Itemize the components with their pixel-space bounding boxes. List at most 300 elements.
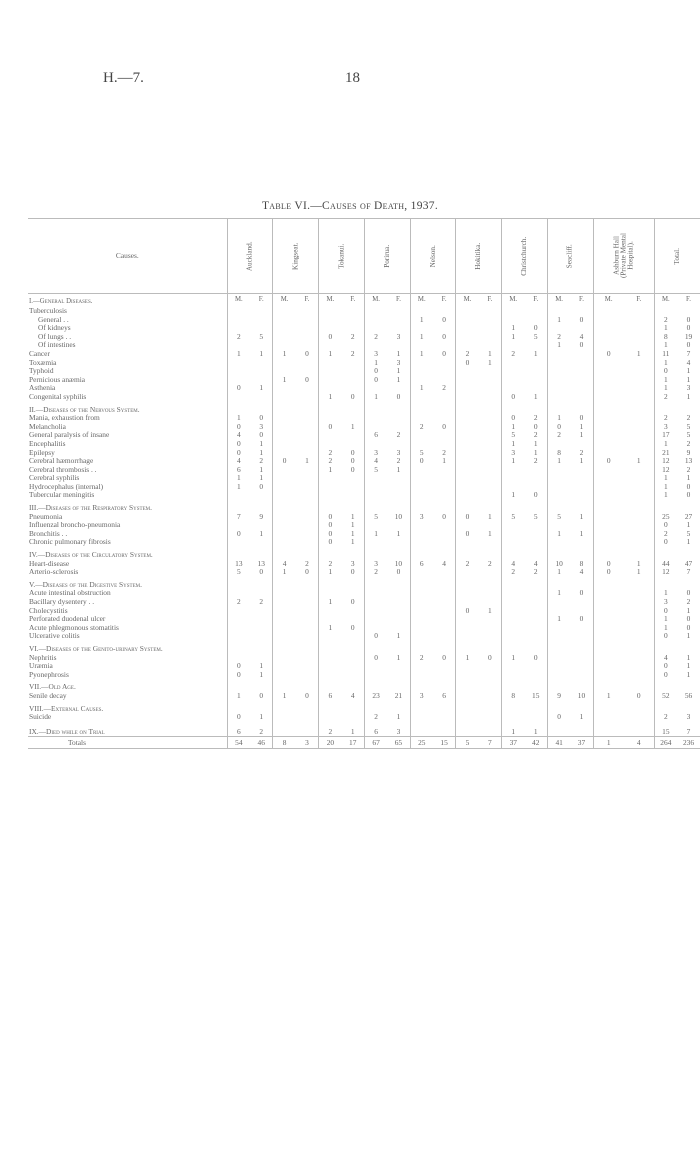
- value-cell: 0: [350, 392, 355, 401]
- table-row: [28, 662, 700, 671]
- value-cell: 2: [686, 465, 691, 474]
- value-cell: 5: [686, 529, 691, 538]
- value-cell: 0: [654, 662, 677, 671]
- value-cell: [593, 474, 624, 483]
- value-cell: [364, 491, 387, 500]
- value-cell: 6: [410, 560, 433, 569]
- value-cell: 1: [227, 692, 250, 701]
- value-cell: 0: [410, 457, 433, 466]
- value-cell: 2: [456, 560, 479, 569]
- value-cell: [387, 307, 410, 316]
- sex-label: F.: [533, 296, 539, 304]
- value-cell: [479, 440, 502, 449]
- value-cell: [410, 393, 433, 402]
- value-cell: 0: [305, 375, 309, 384]
- value-cell: [364, 316, 387, 325]
- value-cell: [479, 384, 502, 393]
- died-on-trial-row: [28, 722, 700, 737]
- value-cell: 3: [396, 332, 401, 341]
- value-cell: 1: [305, 457, 309, 466]
- value-cell: 0: [227, 530, 250, 539]
- value-cell: [387, 491, 410, 500]
- value-cell: [570, 393, 593, 402]
- table-row: [28, 491, 700, 500]
- value-cell: 0: [319, 530, 342, 539]
- value-cell: [410, 568, 433, 577]
- value-cell: 1: [227, 483, 250, 492]
- value-cell: [624, 671, 655, 680]
- value-cell: [410, 359, 433, 368]
- value-cell: [570, 598, 593, 607]
- value-cell: [525, 521, 548, 530]
- value-cell: [593, 662, 624, 671]
- value-cell: [387, 341, 410, 350]
- value-cell: [250, 324, 273, 333]
- value-cell: 11: [654, 350, 677, 359]
- value-cell: 54: [227, 737, 250, 749]
- value-cell: [250, 615, 273, 624]
- value-cell: 2: [364, 713, 387, 722]
- value-cell: [296, 521, 319, 530]
- value-cell: 2: [654, 414, 677, 423]
- value-cell: 1: [364, 359, 387, 368]
- value-cell: [342, 713, 365, 722]
- value-cell: [624, 538, 655, 547]
- value-cell: 1: [488, 349, 492, 358]
- value-cell: 2: [442, 384, 446, 393]
- value-cell: [479, 632, 502, 641]
- value-cell: 0: [593, 457, 624, 466]
- value-cell: 0: [350, 623, 355, 632]
- value-cell: [433, 393, 456, 402]
- sex-label: F.: [636, 296, 642, 304]
- value-cell: [456, 376, 479, 385]
- table-row: [28, 414, 700, 423]
- value-cell: 0: [654, 367, 677, 376]
- value-cell: 2: [305, 559, 309, 568]
- value-cell: 1: [547, 316, 570, 325]
- value-cell: [364, 324, 387, 333]
- table-row: [28, 568, 700, 577]
- value-cell: [342, 376, 365, 385]
- value-cell: 0: [227, 440, 250, 449]
- value-cell: [273, 333, 296, 342]
- value-cell: [502, 367, 525, 376]
- value-cell: 6: [319, 692, 342, 701]
- value-cell: 6: [442, 691, 446, 700]
- value-cell: 3: [259, 422, 264, 431]
- value-cell: 10: [394, 559, 403, 568]
- column-header-1: Kingseat.: [273, 219, 319, 294]
- value-cell: 1: [227, 474, 250, 483]
- value-cell: 1: [636, 568, 641, 577]
- value-cell: [479, 568, 502, 577]
- value-cell: 8: [273, 737, 296, 749]
- value-cell: [433, 538, 456, 547]
- value-cell: 67: [364, 737, 387, 749]
- value-cell: [319, 632, 342, 641]
- value-cell: 0: [686, 315, 691, 324]
- value-cell: [570, 662, 593, 671]
- value-cell: [250, 654, 273, 663]
- value-cell: 1: [396, 653, 401, 662]
- value-cell: [273, 324, 296, 333]
- value-cell: [570, 671, 593, 680]
- value-cell: [319, 414, 342, 423]
- value-cell: 1: [350, 422, 355, 431]
- value-cell: [273, 654, 296, 663]
- value-cell: [547, 324, 570, 333]
- value-cell: [342, 671, 365, 680]
- value-cell: [296, 671, 319, 680]
- value-cell: 1: [533, 726, 538, 736]
- value-cell: [387, 384, 410, 393]
- value-cell: [296, 466, 319, 475]
- value-cell: 2: [533, 414, 538, 423]
- value-cell: 0: [686, 623, 691, 632]
- cause-label: Pernicious anæmia: [29, 375, 86, 384]
- value-cell: [547, 376, 570, 385]
- value-cell: [547, 538, 570, 547]
- value-cell: [547, 521, 570, 530]
- value-cell: [296, 713, 319, 722]
- value-cell: [433, 466, 456, 475]
- value-cell: 0: [686, 482, 691, 491]
- value-cell: 65: [387, 737, 410, 749]
- value-cell: 0: [579, 341, 584, 350]
- value-cell: [502, 466, 525, 475]
- value-cell: [319, 307, 342, 316]
- table-row: [28, 513, 700, 522]
- value-cell: 1: [319, 393, 342, 402]
- cause-label: Of intestines: [38, 341, 76, 350]
- value-cell: [525, 483, 548, 492]
- value-cell: [547, 307, 570, 316]
- value-cell: [570, 491, 593, 500]
- value-cell: 1: [654, 359, 677, 368]
- value-cell: 4: [227, 431, 250, 440]
- value-cell: 1: [319, 598, 342, 607]
- sex-label: F.: [686, 296, 691, 304]
- value-cell: [273, 521, 296, 530]
- value-cell: 0: [456, 530, 479, 539]
- cause-label: Tubercular meningitis: [29, 491, 95, 500]
- value-cell: [296, 615, 319, 624]
- value-cell: [593, 513, 624, 522]
- value-cell: 7: [686, 726, 691, 736]
- value-cell: [433, 376, 456, 385]
- value-cell: 5: [364, 513, 387, 522]
- value-cell: 0: [456, 607, 479, 616]
- table-row: [28, 713, 700, 722]
- value-cell: [433, 359, 456, 368]
- section-title: VII.—Old Age.: [29, 682, 76, 692]
- value-cell: 1: [396, 375, 401, 384]
- cause-label: Perforated duodenal ulcer: [29, 615, 106, 624]
- value-cell: 1: [259, 670, 264, 679]
- value-cell: 1: [654, 624, 677, 633]
- value-cell: 2: [547, 333, 570, 342]
- value-cell: 1: [533, 349, 538, 358]
- value-cell: 0: [227, 662, 250, 671]
- value-cell: [624, 530, 655, 539]
- value-cell: [250, 367, 273, 376]
- value-cell: 1: [686, 538, 691, 547]
- value-cell: [593, 713, 624, 722]
- cause-label: Asthenia: [29, 384, 56, 393]
- value-cell: 5: [533, 512, 538, 521]
- value-cell: [456, 692, 479, 701]
- value-cell: 1: [259, 529, 264, 538]
- value-cell: [593, 307, 624, 316]
- value-cell: 3: [296, 737, 319, 749]
- value-cell: [456, 423, 479, 432]
- value-cell: [547, 654, 570, 663]
- value-cell: 1: [654, 324, 677, 333]
- cause-label: Mania, exhaustion from: [29, 414, 100, 423]
- value-cell: 4: [364, 457, 387, 466]
- sex-label-row: [28, 294, 700, 308]
- value-cell: 0: [364, 632, 387, 641]
- value-cell: 1: [502, 457, 525, 466]
- value-cell: [593, 530, 624, 539]
- value-cell: 1: [502, 491, 525, 500]
- value-cell: [624, 474, 655, 483]
- value-cell: 2: [319, 560, 342, 569]
- report-id: H.—7.: [103, 70, 144, 86]
- value-cell: [456, 491, 479, 500]
- value-cell: [525, 624, 548, 633]
- value-cell: 0: [533, 422, 538, 431]
- value-cell: 5: [456, 737, 479, 749]
- value-cell: [456, 589, 479, 598]
- value-cell: [433, 615, 456, 624]
- value-cell: 0: [547, 713, 570, 722]
- section-title: VIII.—External Causes.: [29, 703, 104, 713]
- value-cell: 20: [319, 737, 342, 749]
- value-cell: [364, 624, 387, 633]
- value-cell: [273, 414, 296, 423]
- value-cell: [456, 440, 479, 449]
- value-cell: [410, 466, 433, 475]
- value-cell: [250, 359, 273, 368]
- value-cell: [456, 449, 479, 458]
- value-cell: [624, 359, 655, 368]
- value-cell: [593, 491, 624, 500]
- value-cell: 2: [533, 568, 538, 577]
- value-cell: 1: [319, 568, 342, 577]
- value-cell: 4: [654, 654, 677, 663]
- section-title: III.—Diseases of the Respiratory System.: [29, 503, 152, 513]
- value-cell: 0: [502, 414, 525, 423]
- value-cell: 0: [259, 431, 264, 440]
- value-cell: 15: [654, 722, 677, 737]
- value-cell: 1: [502, 722, 525, 737]
- value-cell: [273, 384, 296, 393]
- value-cell: [273, 466, 296, 475]
- cause-label: Bacillary dysentery . .: [29, 598, 95, 606]
- value-cell: 3: [396, 726, 401, 736]
- value-cell: [502, 483, 525, 492]
- value-cell: 5: [686, 422, 691, 431]
- value-cell: [296, 393, 319, 402]
- table-row: [28, 384, 700, 393]
- value-cell: [593, 624, 624, 633]
- value-cell: 1: [259, 474, 264, 483]
- value-cell: 1: [364, 530, 387, 539]
- value-cell: [547, 359, 570, 368]
- value-cell: 1: [686, 632, 691, 641]
- value-cell: 0: [350, 598, 355, 606]
- value-cell: [479, 713, 502, 722]
- value-cell: [319, 440, 342, 449]
- value-cell: 2: [259, 726, 264, 736]
- value-cell: [502, 589, 525, 598]
- cause-label: Influenzal broncho-pneumonia: [29, 521, 121, 530]
- cause-label: Uræmia: [29, 662, 53, 671]
- value-cell: [433, 440, 456, 449]
- value-cell: [547, 662, 570, 671]
- section-title: I.—General Diseases.: [29, 298, 93, 306]
- cause-label: Hydrocephalus (internal): [29, 482, 104, 491]
- causes-of-death-table: [28, 218, 700, 749]
- value-cell: [319, 316, 342, 325]
- value-cell: 2: [350, 332, 355, 341]
- table-row: [28, 654, 700, 663]
- value-cell: [410, 324, 433, 333]
- value-cell: [624, 414, 655, 423]
- value-cell: [456, 333, 479, 342]
- value-cell: 0: [547, 423, 570, 432]
- value-cell: [479, 333, 502, 342]
- value-cell: [342, 414, 365, 423]
- value-cell: 1: [636, 457, 641, 466]
- value-cell: [273, 530, 296, 539]
- value-cell: [593, 521, 624, 530]
- value-cell: 1: [654, 440, 677, 449]
- value-cell: [624, 589, 655, 598]
- value-cell: [410, 598, 433, 607]
- value-cell: [547, 598, 570, 607]
- value-cell: 47: [684, 559, 693, 568]
- value-cell: 2: [396, 457, 401, 466]
- table-title: Table VI.—Causes of Death, 1937.: [261, 200, 439, 212]
- value-cell: 8: [502, 692, 525, 701]
- value-cell: 0: [654, 521, 677, 530]
- section-heading-row: [28, 500, 700, 513]
- value-cell: [319, 671, 342, 680]
- value-cell: [570, 474, 593, 483]
- value-cell: 1: [350, 538, 355, 547]
- value-cell: [525, 530, 548, 539]
- value-cell: [342, 440, 365, 449]
- value-cell: [227, 376, 250, 385]
- value-cell: [456, 393, 479, 402]
- value-cell: [570, 367, 593, 376]
- value-cell: 0: [579, 615, 584, 624]
- value-cell: [525, 316, 548, 325]
- value-cell: 42: [525, 737, 548, 749]
- value-cell: [273, 662, 296, 671]
- value-cell: [624, 466, 655, 475]
- value-cell: [410, 632, 433, 641]
- value-cell: 0: [654, 671, 677, 680]
- value-cell: [593, 440, 624, 449]
- value-cell: [227, 316, 250, 325]
- value-cell: [525, 632, 548, 641]
- value-cell: [364, 384, 387, 393]
- value-cell: 10: [394, 512, 403, 521]
- value-cell: 0: [593, 350, 624, 359]
- sex-label: M.: [502, 294, 525, 308]
- table-header-row: [28, 219, 700, 294]
- value-cell: [342, 324, 365, 333]
- value-cell: [547, 483, 570, 492]
- value-cell: [410, 722, 433, 737]
- value-cell: [502, 474, 525, 483]
- value-cell: [319, 431, 342, 440]
- value-cell: [250, 632, 273, 641]
- value-cell: [479, 341, 502, 350]
- value-cell: [479, 692, 502, 701]
- value-cell: [387, 474, 410, 483]
- table-row: [28, 457, 700, 466]
- value-cell: 1: [636, 349, 641, 358]
- value-cell: [433, 491, 456, 500]
- table-row: [28, 560, 700, 569]
- cause-label: Toxæmia: [29, 358, 57, 367]
- value-cell: 9: [686, 448, 691, 457]
- value-cell: [433, 324, 456, 333]
- column-header-3: Porirua.: [364, 219, 410, 294]
- value-cell: [624, 521, 655, 530]
- value-cell: [593, 414, 624, 423]
- value-cell: 41: [547, 737, 570, 749]
- value-cell: [296, 607, 319, 616]
- value-cell: [227, 607, 250, 616]
- value-cell: 2: [364, 333, 387, 342]
- value-cell: [502, 376, 525, 385]
- value-cell: [547, 607, 570, 616]
- value-cell: [387, 662, 410, 671]
- value-cell: 56: [684, 691, 693, 700]
- value-cell: [547, 466, 570, 475]
- value-cell: 1: [686, 474, 691, 483]
- value-cell: 0: [396, 568, 401, 577]
- value-cell: 2: [579, 448, 584, 457]
- value-cell: [456, 341, 479, 350]
- value-cell: 5: [502, 431, 525, 440]
- value-cell: 0: [533, 653, 538, 662]
- value-cell: 0: [319, 423, 342, 432]
- value-cell: 0: [259, 482, 264, 491]
- value-cell: [593, 538, 624, 547]
- value-cell: [319, 376, 342, 385]
- value-cell: 1: [502, 654, 525, 663]
- section-heading-row: [28, 701, 700, 714]
- value-cell: 0: [456, 513, 479, 522]
- value-cell: 4: [686, 358, 691, 367]
- value-cell: 0: [259, 691, 264, 700]
- sex-label: M.: [547, 294, 570, 308]
- value-cell: [624, 607, 655, 616]
- value-cell: [296, 538, 319, 547]
- value-cell: 1: [227, 414, 250, 423]
- value-cell: [387, 607, 410, 616]
- value-cell: [479, 466, 502, 475]
- value-cell: 0: [259, 414, 264, 423]
- value-cell: [319, 491, 342, 500]
